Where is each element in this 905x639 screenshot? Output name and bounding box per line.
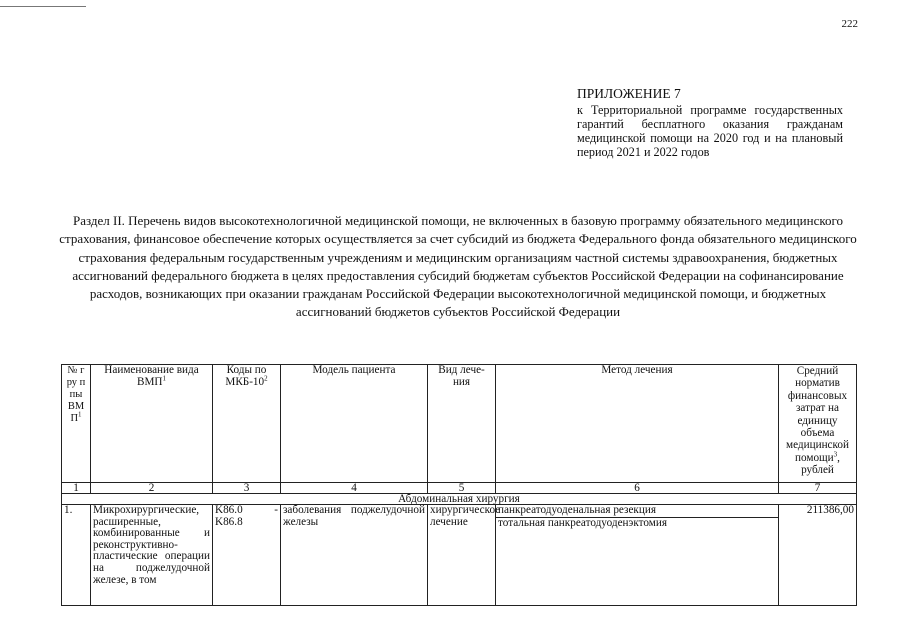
column-number: 3: [213, 483, 281, 494]
section-heading: Абдоминальная хирургия: [62, 494, 857, 505]
table-header-row: [62, 365, 857, 483]
row-treatment-type: [428, 504, 501, 606]
column-number: 4: [281, 483, 428, 494]
row-avg-cost: 211386,00: [779, 505, 857, 606]
header-avg-cost: Средний норматив финансовых затрат на единицу объема медицинской помощи$^3$, рублей: [779, 365, 857, 483]
header-treatment-type: Вид лече- ния: [428, 365, 496, 483]
header-group-number: № гру ппы ВМ $П^1$: [62, 365, 91, 483]
section-title: Раздел II. Перечень видов высокотехнологичной медицинской помощи, не включенных в базовую программу обязательного медицинского страхования, финансовое обеспечение которых осуществляется за счет субсидий из бюджета Федерального фонда обязательного медицинского страхования федеральным государственным учреждениям и медицинским организациям частной системы здравоохранения, бюджетных ассигнований федерального бюджета в целях предоставления субсидий бюджетам субъектов Российской Федерации на софинансирование расходов, возникающих при оказании гражданам Российской Федерации высокотехнологичной медицинской помощи, и бюджетных ассигнований бюджетов субъектов Российской Федерации: [59, 213, 857, 320]
header-icd-codes: Коды по МКБ-$10^2$: [213, 365, 281, 483]
header-treatment-method: Метод лечения: [496, 365, 779, 483]
appendix-block: [577, 86, 843, 159]
header-vmp-name: Наименование вида ВМП$^1$: [91, 365, 213, 483]
row-treatment-methods: [496, 505, 779, 606]
vmp-table: [61, 364, 857, 606]
table-row: [62, 505, 857, 606]
column-number: 5: [428, 483, 496, 494]
header-patient-model: Модель пациента: [281, 365, 428, 483]
treatment-method-item: тотальная панкреатодуоденэктомия: [498, 516, 667, 529]
row-vmp-name: [91, 505, 213, 606]
top-scan-line: [0, 6, 86, 7]
column-number: 7: [779, 483, 857, 494]
column-numbers-row: [62, 483, 857, 494]
row-patient-model: [281, 505, 428, 606]
appendix-title: ПРИЛОЖЕНИЕ 7: [577, 86, 681, 101]
appendix-description: к Территориальной программе государственных гарантий бесплатного оказания гражданам медицинской помощи на 2020 год и на плановый период 2021 и 2022 годов: [577, 103, 843, 159]
row-icd-codes: [213, 505, 281, 606]
row-number: 1.: [62, 505, 91, 606]
vmp-name-text: Микрохирургические, расширенные, комбинированные и реконструктивно-пластические операции на поджелудочной железе, в том: [93, 505, 210, 586]
treatment-method-item: панкреатодуоденальная резекция: [496, 505, 778, 518]
icd-code: K86.8: [215, 515, 243, 528]
column-number: 6: [496, 483, 779, 494]
icd-code: K86.0 -: [215, 504, 278, 516]
column-number: 1: [62, 483, 91, 494]
page-number: 222: [841, 18, 858, 30]
column-number: 2: [91, 483, 213, 494]
section-heading-row: [62, 494, 857, 505]
treatment-type-text: хирургическое лечение: [430, 504, 501, 528]
patient-model-text: заболевания поджелудочной железы: [283, 504, 425, 528]
